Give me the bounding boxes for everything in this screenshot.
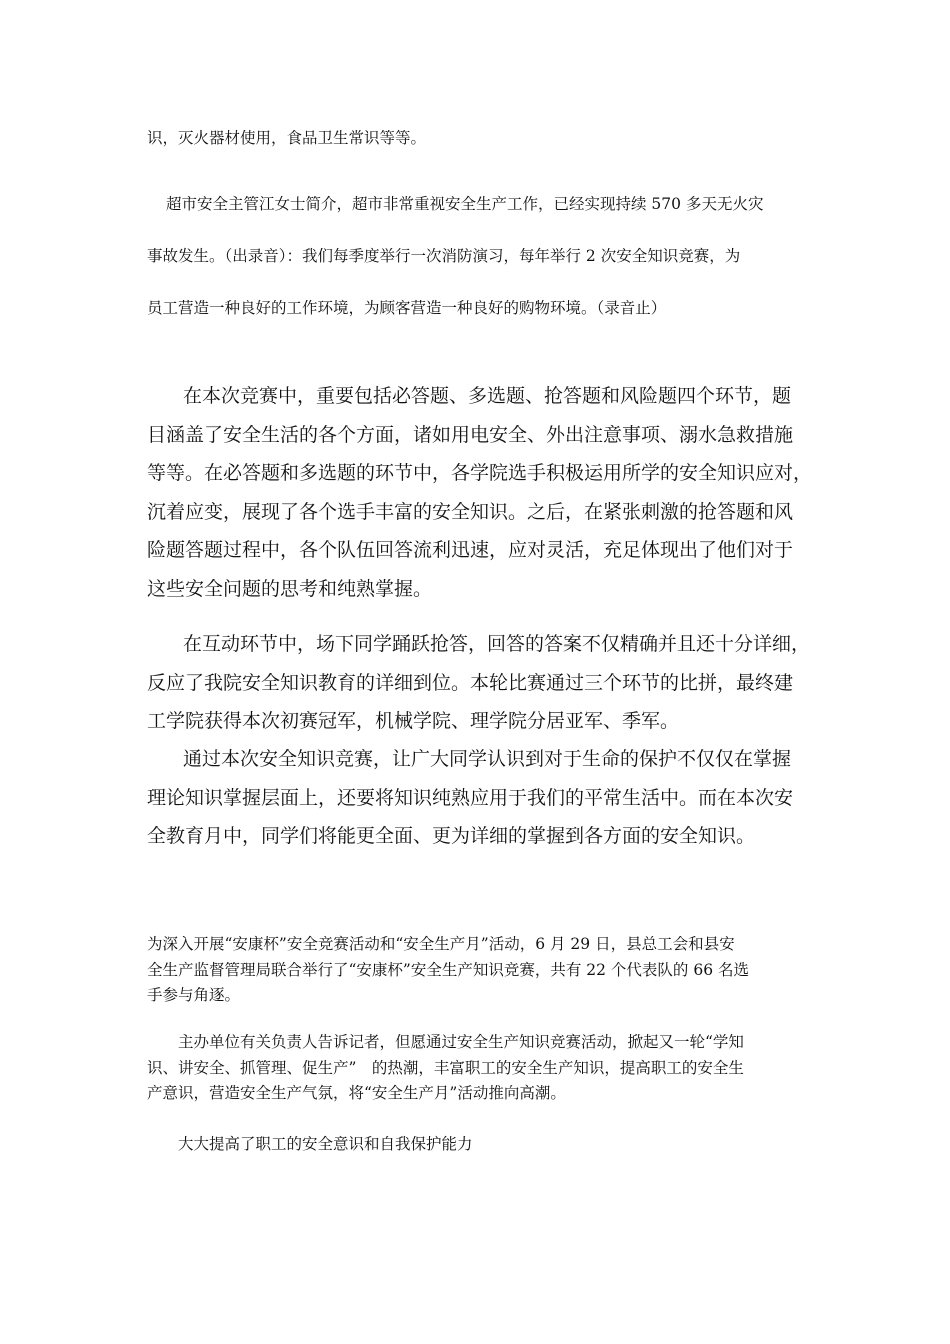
paragraph-safety-awareness: [147, 1132, 812, 1158]
paragraph-organizer-statement: [147, 1030, 812, 1107]
paragraph-fire-safety-tail: [147, 128, 812, 148]
text-line: 识、讲安全、抓管理、促生产” 的热潮，丰富职工的安全生产知识，提高职工的安全生: [147, 1058, 744, 1077]
text-line: 这些安全问题的思考和纯熟掌握。: [147, 577, 433, 600]
text-line: 在本次竞赛中，重要包括必答题、多选题、抢答题和风险题四个环节，题: [183, 385, 792, 407]
text-line: 为深入开展“安康杯”安全竞赛活动和“安全生产月”活动，6 月 29 日，县总工会和县安: [147, 935, 735, 953]
text-line: 目涵盖了安全生活的各个方面，诸如用电安全、外出注意事项、溺水急救措施: [147, 423, 794, 446]
text-line: 产意识，营造安全生产气氛，将“安全生产月”活动推向高潮。: [147, 1084, 566, 1102]
text-line: 大大提高了职工的安全意识和自我保护能力: [178, 1135, 473, 1153]
text-line: 超市安全主管江女士简介，超市非常重视安全生产工作，已经实现持续 570 多天无火灾: [166, 195, 764, 213]
text-line: 手参与角逐。: [147, 986, 241, 1004]
paragraph-competition-rounds: [147, 377, 812, 608]
text-line: 事故发生。（出录音）：我们每季度举行一次消防演习，每年举行 2 次安全知识竞赛，为: [147, 247, 741, 265]
text-line: 等等。在必答题和多选题的环节中，各学院选手积极运用所学的安全知识应对，: [147, 462, 813, 484]
text-line: 工学院获得本次初赛冠军，机械学院、理学院分居亚军、季军。: [147, 710, 680, 732]
text-line: 全教育月中，同学们将能更全面、更为详细的掌握到各方面的安全知识。: [147, 825, 756, 847]
text-line: 险题答题过程中，各个队伍回答流利迅速，应对灵活，充足体现出了他们对于: [147, 539, 794, 561]
paragraph-conclusion: [147, 740, 812, 856]
paragraph-supermarket-manager: [147, 178, 812, 334]
text-line: 全生产监督管理局联合举行了“安康杯”安全生产知识竞赛，共有 22 个代表队的 66 名选: [147, 960, 750, 979]
text-line: 识，灭火器材使用，食品卫生常识等等。: [147, 129, 427, 147]
text-line: 员工营造一种良好的工作环境，为顾客营造一种良好的购物环境。（录音止）: [147, 299, 667, 317]
text-line: 反应了我院安全知识教育的详细到位。本轮比赛通过三个环节的比拼，最终建: [147, 671, 794, 694]
text-line: 通过本次安全知识竞赛，让广大同学认识到对于生命的保护不仅仅在掌握: [183, 748, 792, 770]
text-line: 沉着应变，展现了各个选手丰富的安全知识。之后，在紧张刺激的抢答题和风: [147, 500, 794, 523]
paragraph-interactive-round: [147, 625, 812, 741]
text-line: 理论知识掌握层面上，还要将知识纯熟应用于我们的平常生活中。而在本次安: [147, 786, 794, 809]
paragraph-ankang-cup-intro: [147, 932, 812, 1009]
text-line: 在互动环节中，场下同学踊跃抢答，回答的答案不仅精确并且还十分详细，: [183, 633, 811, 655]
text-line: 主办单位有关负责人告诉记者，但愿通过安全生产知识竞赛活动，掀起又一轮“学知: [178, 1033, 744, 1051]
